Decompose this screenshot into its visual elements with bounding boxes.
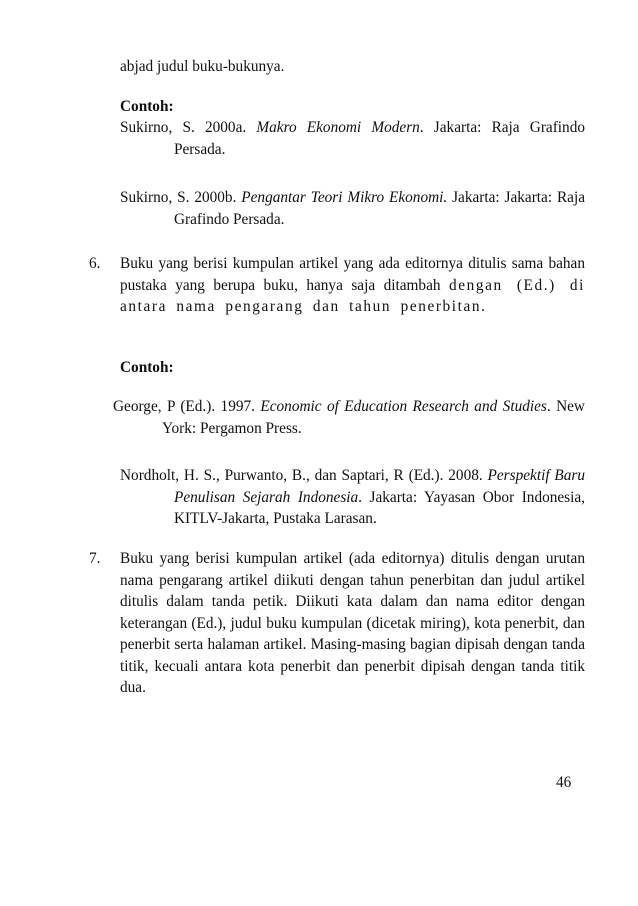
ref-author-year: Sukirno, S. 2000b. bbox=[120, 189, 242, 206]
example-label: Contoh: bbox=[120, 359, 174, 376]
list-item-text bbox=[120, 253, 585, 318]
ref-title: Economic of Education Research and Studies bbox=[260, 398, 547, 415]
page-number: 46 bbox=[556, 774, 572, 791]
ref-author-year: Sukirno, S. 2000a. bbox=[120, 119, 257, 136]
list-item-text: Buku yang berisi kumpulan artikel (ada editornya) ditulis dengan urutan nama pengarang artikel diikuti dengan tahun penerbitan dan judul artikel ditulis dalam tanda petik. Diikuti kata dalam dan nama editor dengan keterangan (Ed.), judul buku kumpulan (dicetak miring), kota penerbit, dan penerbit serta halaman artikel. Masing-masing bagian dipisah dengan tanda titik, kecuali antara kota penerbit dan penerbit dipisah dengan tanda titik dua. bbox=[120, 550, 585, 696]
reference-entry bbox=[113, 396, 585, 439]
item-text-part: dengan (Ed.) di antara nama pengarang dan tahun penerbitan. bbox=[120, 276, 585, 315]
ref-publisher: . New York: Pergamon Press. bbox=[162, 398, 585, 437]
ref-title: Makro Ekonomi Modern bbox=[256, 119, 420, 136]
ref-publisher: . Jakarta: Raja Grafindo Persada. bbox=[174, 119, 586, 158]
list-number: 6. bbox=[89, 255, 101, 272]
example-label: Contoh: bbox=[120, 98, 174, 115]
ref-author-year: Nordholt, H. S., Purwanto, B., dan Saptari, R (Ed.). 2008. bbox=[120, 467, 488, 484]
list-number: 7. bbox=[89, 550, 101, 567]
reference-entry bbox=[120, 465, 585, 530]
ref-title: Pengantar Teori Mikro Ekonomi. bbox=[241, 189, 448, 206]
continuation-line: abjad judul buku-bukunya. bbox=[120, 58, 285, 75]
reference-entry bbox=[120, 117, 585, 160]
ref-publisher: Jakarta: Jakarta: Raja Grafindo Persada. bbox=[174, 189, 586, 228]
item-text-part: Buku yang berisi kumpulan artikel yang ada editornya ditulis sama bahan pustaka yang berupa buku, hanya saja ditambah bbox=[120, 255, 585, 294]
ref-publisher: . Jakarta: Yayasan Obor Indonesia, KITLV-Jakarta, Pustaka Larasan. bbox=[174, 488, 585, 527]
reference-entry bbox=[120, 187, 585, 230]
ref-title: Perspektif Baru Penulisan Sejarah Indonesia bbox=[174, 467, 586, 506]
ref-author-year: George, P (Ed.). 1997. bbox=[113, 398, 261, 415]
